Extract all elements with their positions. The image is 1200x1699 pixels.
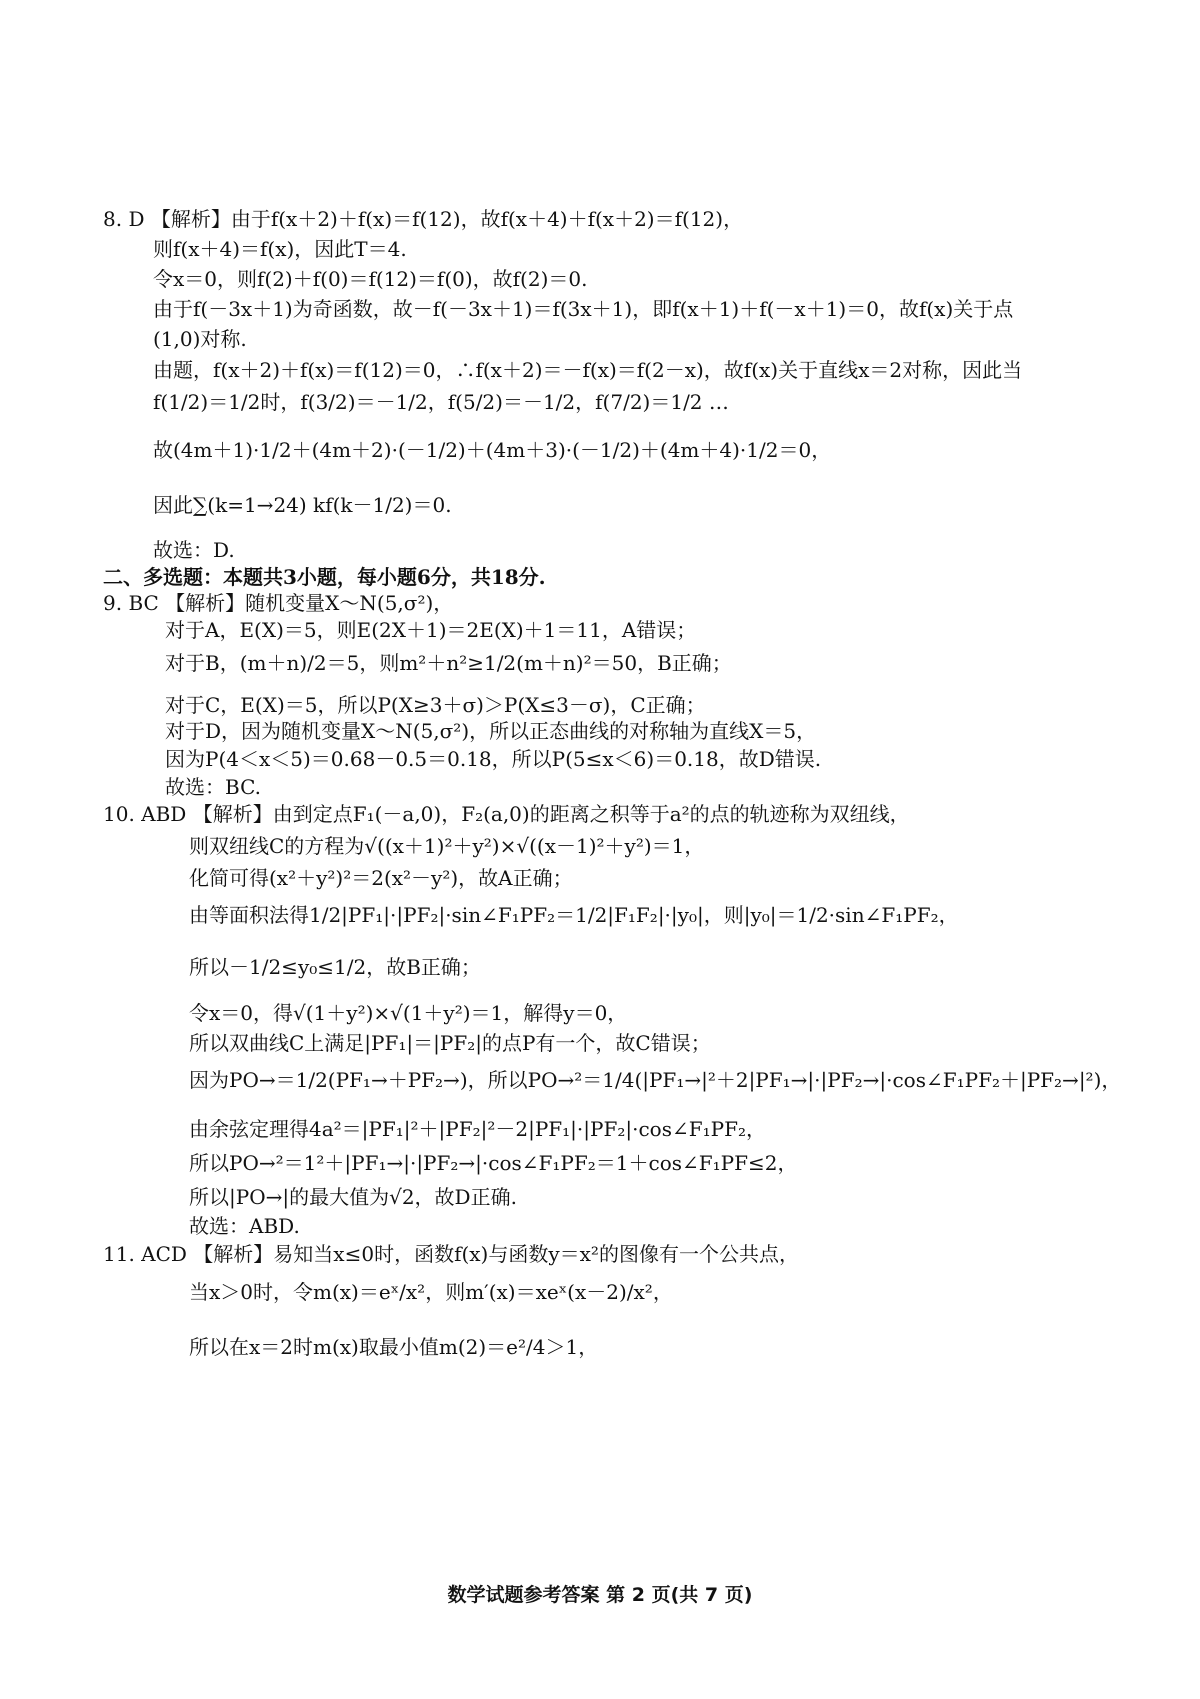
q9-line-5: 对于D，因为随机变量X～N(5,σ²)，所以正态曲线的对称轴为直线X＝5， <box>165 719 817 743</box>
q9-line-2: 对于A，E(X)＝5，则E(2X＋1)＝2E(X)＋1＝11，A错误； <box>165 618 697 642</box>
q10-line-11: 所以|PO→|的最大值为√2，故D正确. <box>189 1185 517 1209</box>
q8-line-7: f(1/2)＝1/2时，f(3/2)＝－1/2，f(5/2)＝－1/2，f(7/2)＝1/2 … <box>153 390 729 414</box>
q10-line-4: 由等面积法得1/2|PF₁|·|PF₂|·sin∠F₁PF₂＝1/2|F₁F₂|·|y₀|，则|y₀|＝1/2·sin∠F₁PF₂， <box>189 903 959 927</box>
q8-line-5: (1,0)对称. <box>153 327 247 351</box>
q8-line-2: 则f(x＋4)＝f(x)，因此T＝4. <box>153 237 407 261</box>
q11-line-3: 所以在x＝2时m(x)取最小值m(2)＝e²/4＞1， <box>189 1335 599 1359</box>
q8-line-1: 8. D 【解析】由于f(x＋2)＋f(x)＝f(12)，故f(x＋4)＋f(x＋2)＝f(12)， <box>103 207 744 231</box>
q9-answer: 故选：BC. <box>165 775 262 799</box>
q9-line-6: 因为P(4＜x＜5)＝0.68－0.5＝0.18，所以P(5≤x＜6)＝0.18，故D错误. <box>165 747 822 771</box>
q10-line-6: 令x＝0，得√(1＋y²)×√(1＋y²)＝1，解得y＝0， <box>189 1001 628 1025</box>
q8-answer: 故选：D. <box>153 538 235 562</box>
q10-line-2: 则双纽线C的方程为√((x＋1)²＋y²)×√((x－1)²＋y²)＝1， <box>189 834 705 858</box>
q9-line-4: 对于C，E(X)＝5，所以P(X≥3＋σ)＞P(X≤3－σ)，C正确； <box>165 693 706 717</box>
q10-line-10: 所以PO→²＝1²＋|PF₁→|·|PF₂→|·cos∠F₁PF₂＝1＋cos∠F₁PF≤2， <box>189 1151 798 1175</box>
q11-line-1: 11. ACD 【解析】易知当x≤0时，函数f(x)与函数y＝x²的图像有一个公共点， <box>103 1242 799 1266</box>
q8-line-3: 令x＝0，则f(2)＋f(0)＝f(12)＝f(0)，故f(2)＝0. <box>153 267 588 291</box>
page-footer: 数学试题参考答案 第 2 页(共 7 页) <box>447 1584 753 1606</box>
q10-line-9: 由余弦定理得4a²＝|PF₁|²＋|PF₂|²－2|PF₁|·|PF₂|·cos∠F₁PF₂， <box>189 1117 766 1141</box>
q11-line-2: 当x＞0时，令m(x)＝eˣ/x²，则m′(x)＝xeˣ(x－2)/x²， <box>189 1280 673 1304</box>
q8-line-4: 由于f(－3x＋1)为奇函数，故－f(－3x＋1)＝f(3x＋1)，即f(x＋1)＋f(－x＋1)＝0，故f(x)关于点 <box>153 297 1014 321</box>
q10-answer: 故选：ABD. <box>189 1214 300 1238</box>
q8-line-9: 因此∑(k=1→24) kf(k－1/2)＝0. <box>153 493 452 517</box>
q9-line-3: 对于B，(m＋n)/2＝5，则m²＋n²≥1/2(m＋n)²＝50，B正确； <box>165 651 732 675</box>
q10-line-3: 化简可得(x²＋y²)²＝2(x²－y²)，故A正确； <box>189 866 573 890</box>
q10-line-8: 因为PO→＝1/2(PF₁→＋PF₂→)，所以PO→²＝1/4(|PF₁→|²＋2|PF₁→|·|PF₂→|·cos∠F₁PF₂＋|PF₂→|²)， <box>189 1068 1122 1092</box>
q9-line-1: 9. BC 【解析】随机变量X～N(5,σ²)， <box>103 591 454 615</box>
q8-line-8: 故(4m＋1)·1/2＋(4m＋2)·(－1/2)＋(4m＋3)·(－1/2)＋(4m＋4)·1/2＝0， <box>153 438 832 462</box>
q10-line-5: 所以－1/2≤y₀≤1/2，故B正确； <box>189 955 481 979</box>
q8-line-6: 由题，f(x＋2)＋f(x)＝f(12)＝0，∴f(x＋2)＝－f(x)＝f(2－x)，故f(x)关于直线x＝2对称，因此当 <box>153 358 1023 382</box>
q10-line-1: 10. ABD 【解析】由到定点F₁(－a,0)，F₂(a,0)的距离之积等于a²的点的轨迹称为双纽线， <box>103 802 910 826</box>
q10-line-7: 所以双曲线C上满足|PF₁|＝|PF₂|的点P有一个，故C错误； <box>189 1031 711 1055</box>
section-heading: 二、多选题：本题共3小题，每小题6分，共18分. <box>103 565 546 589</box>
